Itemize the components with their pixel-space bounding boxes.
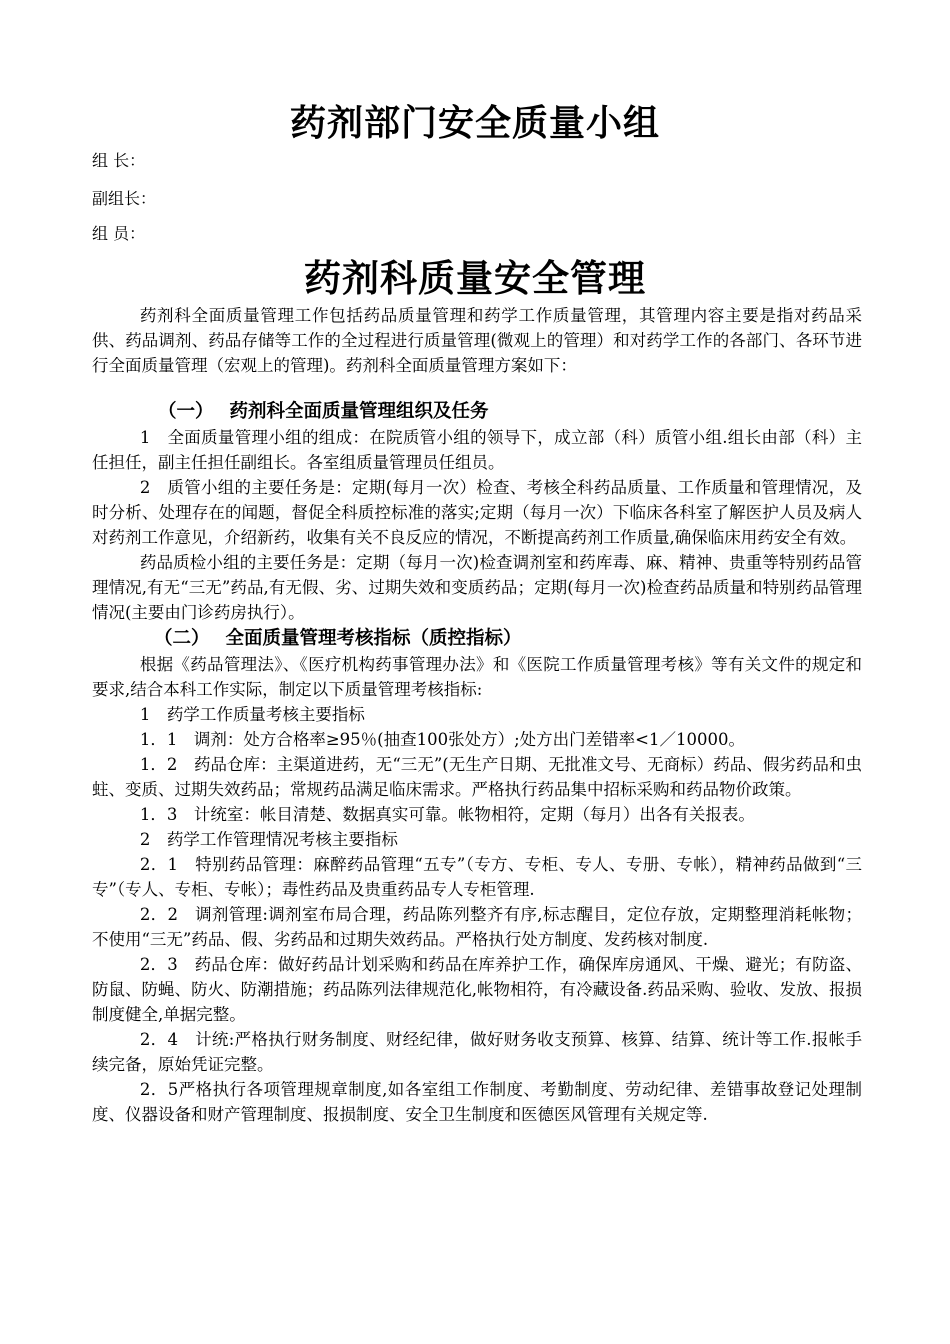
heading-2-number: （二） xyxy=(154,628,210,649)
sec2-item-2-1: 2．1 特别药品管理：麻醉药品管理“五专”（专方、专柜、专人、专册、专帐），精神药品做到“三专”（专人、专柜、专帐）；毒性药品及贵重药品专人专柜管理. xyxy=(92,855,862,899)
leader-label: 组 长： xyxy=(92,151,146,170)
heading-1-number: （一） xyxy=(158,401,214,422)
sec2-item-2-5: 2．5严格执行各项管理规章制度,如各室组工作制度、考勤制度、劳动纪律、差错事故登记处理制度、仪器设备和财产管理制度、报损制度、安全卫生制度和医德医风管理有关规定等. xyxy=(92,1080,862,1124)
heading-1-text: 药剂科全面质量管理组织及任务 xyxy=(229,401,489,422)
members-label: 组 员： xyxy=(92,224,146,243)
sec2-item-2: 2 药学工作管理情况考核主要指标 xyxy=(139,830,398,849)
heading-2-text: 全面质量管理考核指标（质控指标） xyxy=(225,628,522,649)
sec2-paragraph-1: 根据《药品管理法》、《医疗机构药事管理办法》和《医院工作质量管理考核》等有关文件的规定和要求,结合本科工作实际，制定以下质量管理考核指标: xyxy=(92,655,862,699)
section-title: 药剂科质量安全管理 xyxy=(304,256,646,300)
page-title: 药剂部门安全质量小组 xyxy=(289,102,660,144)
sec2-item-2-4: 2．4 计统:严格执行财务制度、财经纪律，做好财务收支预算、核算、结算、统计等工作.报帐手续完备，原始凭证完整。 xyxy=(92,1030,862,1074)
sec1-paragraph-1: 1 全面质量管理小组的组成：在院质管小组的领导下，成立部（科）质管小组.组长由部（科）主任担任，副主任担任副组长。各室组质量管理员任组员。 xyxy=(92,428,862,472)
sec1-paragraph-3: 药品质检小组的主要任务是：定期（每月一次)检查调剂室和药库毒、麻、精神、贵重等特别药品管理情况,有无“三无”药品,有无假、劣、过期失效和变质药品；定期(每月一次)检查药品质量和特别药品管理情况(主要由门诊药房执行）。 xyxy=(92,553,862,622)
sec2-item-1-1: 1．1 调剂：处方合格率≥95％(抽查100张处方）;处方出门差错率<1／10000。 xyxy=(139,730,745,749)
heading-2 xyxy=(92,625,862,652)
sec2-item-2-3: 2．3 药品仓库：做好药品计划采购和药品在库养护工作，确保库房通风、干燥、避光；有防盗、防鼠、防蝇、防火、防潮措施；药品陈列法律规范化,帐物相符，有冷藏设备.药品采购、验收、发放、报损制度健全,单据完整。 xyxy=(92,955,862,1024)
intro-paragraph: 药剂科全面质量管理工作包括药品质量管理和药学工作质量管理，其管理内容主要是指对药品采供、药品调剂、药品存储等工作的全过程进行质量管理(微观上的管理）和对药学工作的各部门、各环节进行全面质量管理（宏观上的管理)。药剂科全面质量管理方案如下： xyxy=(92,306,862,375)
sec2-item-1: 1 药学工作质量考核主要指标 xyxy=(139,705,365,724)
sec1-paragraph-2: 2 质管小组的主要任务是：定期(每月一次）检查、考核全科药品质量、工作质量和管理情况，及时分析、处理存在的闻题，督促全科质控标准的落实;定期（每月一次）下临床各科室了解医护人员及病人对药剂工作意见，介绍新药，收集有关不良反应的情况，不断提高药剂工作质量,确保临床用药安全有效。 xyxy=(92,478,862,547)
deputy-leader-label: 副组长： xyxy=(92,189,157,208)
document-body xyxy=(92,303,862,1127)
sec2-item-2-2: 2．2 调剂管理:调剂室布局合理，药品陈列整齐有序,标志醒目，定位存放，定期整理消耗帐物；不使用“三无”药品、假、劣药品和过期失效药品。严格执行处方制度、发药核对制度. xyxy=(92,905,862,949)
sec2-item-1-3: 1．3 计统室：帐目清楚、数据真实可靠。帐物相符，定期（每月）出各有关报表。 xyxy=(139,805,755,824)
heading-1 xyxy=(92,398,862,425)
sec2-item-1-2: 1．2 药品仓库：主渠道进药，无“三无”(无生产日期、无批准文号、无商标）药品、假劣药品和虫蛀、变质、过期失效药品；常规药品满足临床需求。严格执行药品集中招标采购和药品物价政策。 xyxy=(92,755,862,799)
